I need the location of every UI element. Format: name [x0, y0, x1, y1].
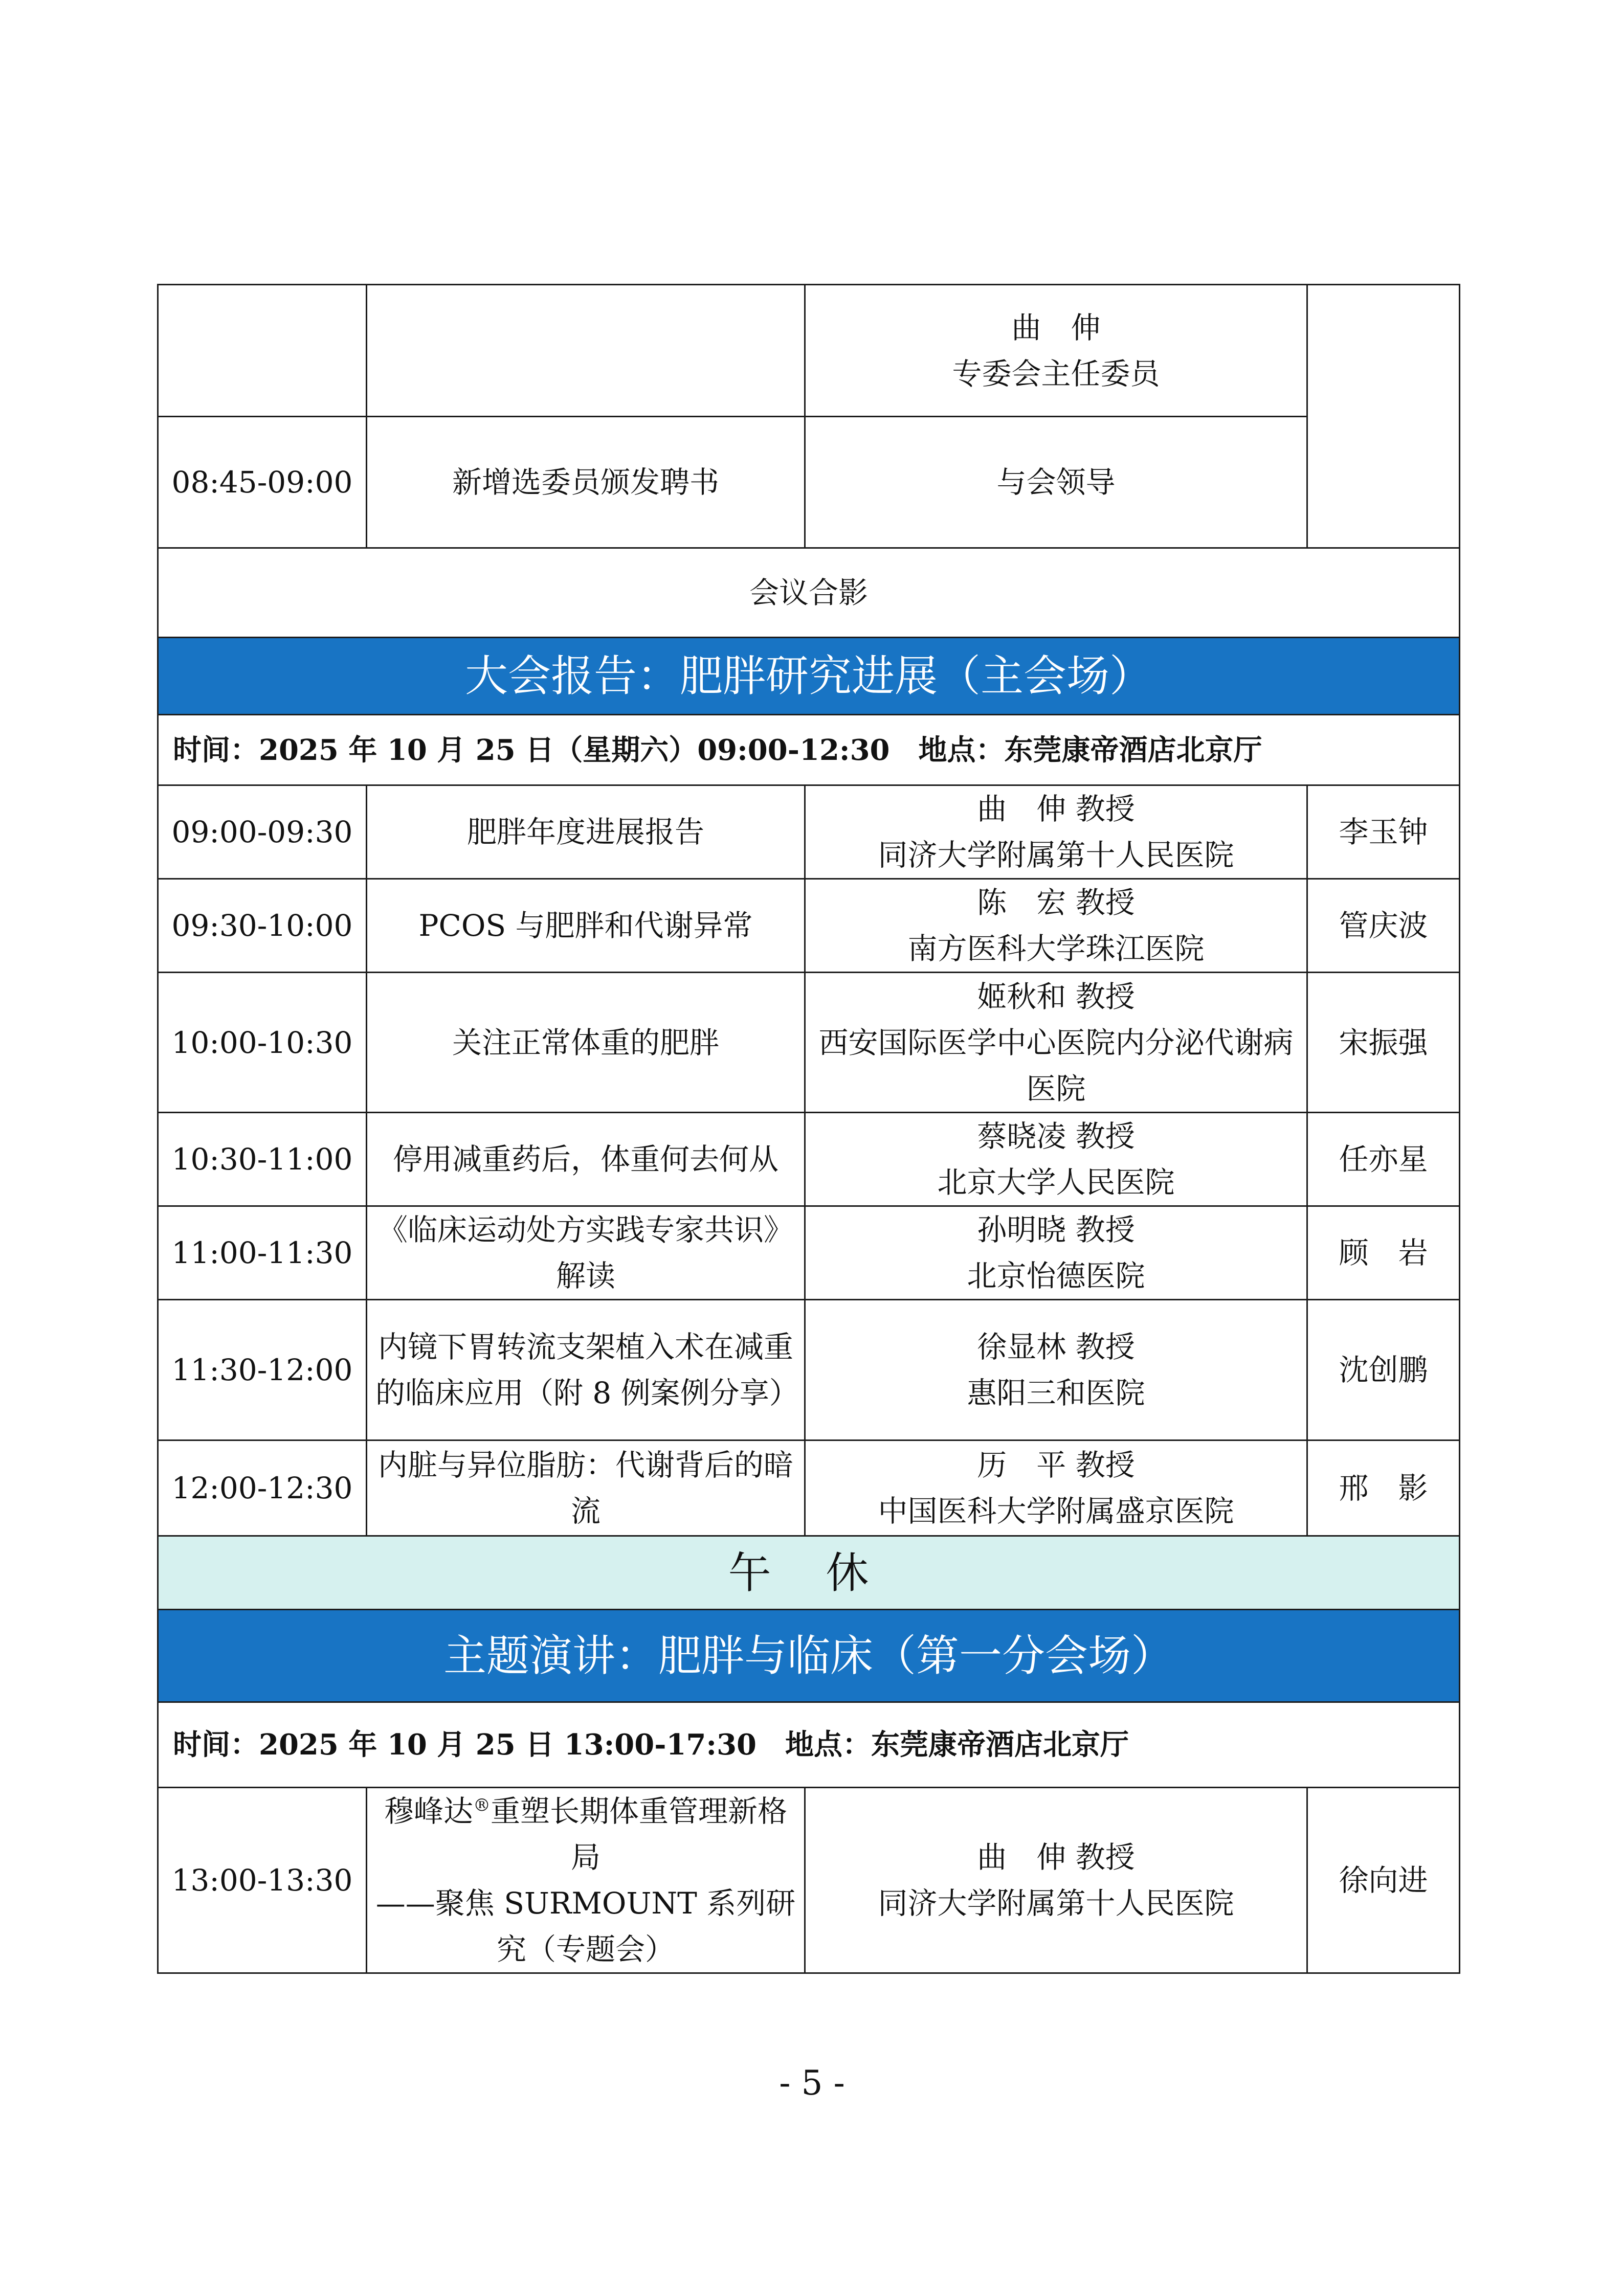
table-row [158, 785, 1460, 879]
speaker-affiliation: 中国医科大学附属盛京医院 [878, 1494, 1234, 1528]
speaker-name: 曲 伸 教授 [977, 792, 1135, 826]
session-banner [158, 638, 1460, 715]
registered-mark: ® [473, 1795, 491, 1816]
speaker-cell [805, 785, 1307, 879]
speaker-cell: 与会领导 [805, 417, 1307, 548]
group-photo-cell: 会议合影 [158, 548, 1460, 638]
session-title: 大会报告：肥胖研究进展（主会场） [158, 638, 1460, 715]
speaker-cell [805, 1788, 1307, 1973]
speaker-cell [805, 879, 1307, 973]
schedule-table [157, 284, 1460, 1974]
chair-cell: 李玉钟 [1307, 785, 1460, 879]
speaker-cell [805, 1206, 1307, 1300]
session-title: 主题演讲：肥胖与临床（第一分会场） [158, 1610, 1460, 1702]
speaker-name: 陈 宏 教授 [977, 885, 1135, 920]
speaker-name: 孙明晓 教授 [977, 1212, 1135, 1247]
table-row [158, 417, 1460, 548]
time-cell: 12:00-12:30 [158, 1440, 367, 1536]
session-info-row [158, 1702, 1460, 1788]
topic-cell: 内脏与异位脂肪：代谢背后的暗流 [367, 1440, 805, 1536]
time-cell: 09:00-09:30 [158, 785, 367, 879]
chair-cell: 邢 影 [1307, 1440, 1460, 1536]
time-cell: 11:30-12:00 [158, 1300, 367, 1440]
speaker-affiliation: 同济大学附属第十人民医院 [878, 1886, 1234, 1921]
session-info-row [158, 715, 1460, 785]
break-label: 午 休 [158, 1536, 1460, 1610]
speaker-title: 专委会主任委员 [952, 356, 1160, 391]
table-row [158, 1113, 1460, 1206]
speaker-affiliation: 西安国际医学中心医院内分泌代谢病医院 [818, 1025, 1294, 1106]
topic-cell: 关注正常体重的肥胖 [367, 973, 805, 1113]
speaker-affiliation: 南方医科大学珠江医院 [907, 931, 1205, 966]
speaker-name: 蔡晓凌 教授 [977, 1119, 1135, 1154]
chair-cell: 宋振强 [1307, 973, 1460, 1113]
speaker-name: 历 平 教授 [977, 1448, 1135, 1482]
table-row [158, 879, 1460, 973]
time-cell: 10:30-11:00 [158, 1113, 367, 1206]
topic-cell: 内镜下胃转流支架植入术在减重的临床应用（附 8 例案例分享） [367, 1300, 805, 1440]
table-row [158, 1300, 1460, 1440]
topic-cell: PCOS 与肥胖和代谢异常 [367, 879, 805, 973]
speaker-affiliation: 北京怡德医院 [967, 1258, 1145, 1293]
speaker-cell [805, 973, 1307, 1113]
topic-cell: 《临床运动处方实践专家共识》解读 [367, 1206, 805, 1300]
chair-cell: 顾 岩 [1307, 1206, 1460, 1300]
speaker-name: 曲 伸 教授 [977, 1840, 1135, 1875]
table-row [158, 285, 1460, 417]
topic-cell: 停用减重药后，体重何去何从 [367, 1113, 805, 1206]
speaker-cell [805, 285, 1307, 417]
speaker-name: 曲 伸 [1011, 310, 1101, 345]
time-cell: 13:00-13:30 [158, 1788, 367, 1973]
topic-cell [367, 1788, 805, 1973]
session-banner [158, 1610, 1460, 1702]
time-cell [158, 285, 367, 417]
speaker-cell [805, 1113, 1307, 1206]
table-row [158, 1206, 1460, 1300]
table-row [158, 1788, 1460, 1973]
time-cell: 09:30-10:00 [158, 879, 367, 973]
topic-text: 穆峰达 [384, 1794, 473, 1829]
topic-text: 重塑长期体重管理新格局 [491, 1794, 788, 1875]
table-row [158, 1440, 1460, 1536]
chair-cell: 徐向进 [1307, 1788, 1460, 1973]
chair-cell: 沈创鹏 [1307, 1300, 1460, 1440]
session-info: 时间：2025 年 10 月 25 日（星期六）09:00-12:30 地点：东莞康帝酒店北京厅 [158, 715, 1460, 785]
speaker-cell [805, 1440, 1307, 1536]
table-row [158, 548, 1460, 638]
topic-cell: 新增选委员颁发聘书 [367, 417, 805, 548]
session-info: 时间：2025 年 10 月 25 日 13:00-17:30 地点：东莞康帝酒店北京厅 [158, 1702, 1460, 1788]
topic-cell: 肥胖年度进展报告 [367, 785, 805, 879]
page-number: - 5 - [779, 2063, 845, 2103]
speaker-name: 徐显林 教授 [977, 1330, 1135, 1364]
speaker-affiliation: 惠阳三和医院 [967, 1376, 1145, 1410]
chair-cell: 任亦星 [1307, 1113, 1460, 1206]
time-cell: 10:00-10:30 [158, 973, 367, 1113]
time-cell: 11:00-11:30 [158, 1206, 367, 1300]
speaker-name: 姬秋和 教授 [977, 979, 1135, 1014]
topic-cell [367, 285, 805, 417]
chair-cell [1307, 285, 1460, 548]
speaker-affiliation: 同济大学附属第十人民医院 [878, 838, 1234, 872]
speaker-cell [805, 1300, 1307, 1440]
time-cell: 08:45-09:00 [158, 417, 367, 548]
topic-subtitle: ——聚焦 SURMOUNT 系列研究（专题会） [375, 1886, 796, 1967]
chair-cell: 管庆波 [1307, 879, 1460, 973]
break-row [158, 1536, 1460, 1610]
speaker-affiliation: 北京大学人民医院 [937, 1165, 1175, 1200]
table-row [158, 973, 1460, 1113]
